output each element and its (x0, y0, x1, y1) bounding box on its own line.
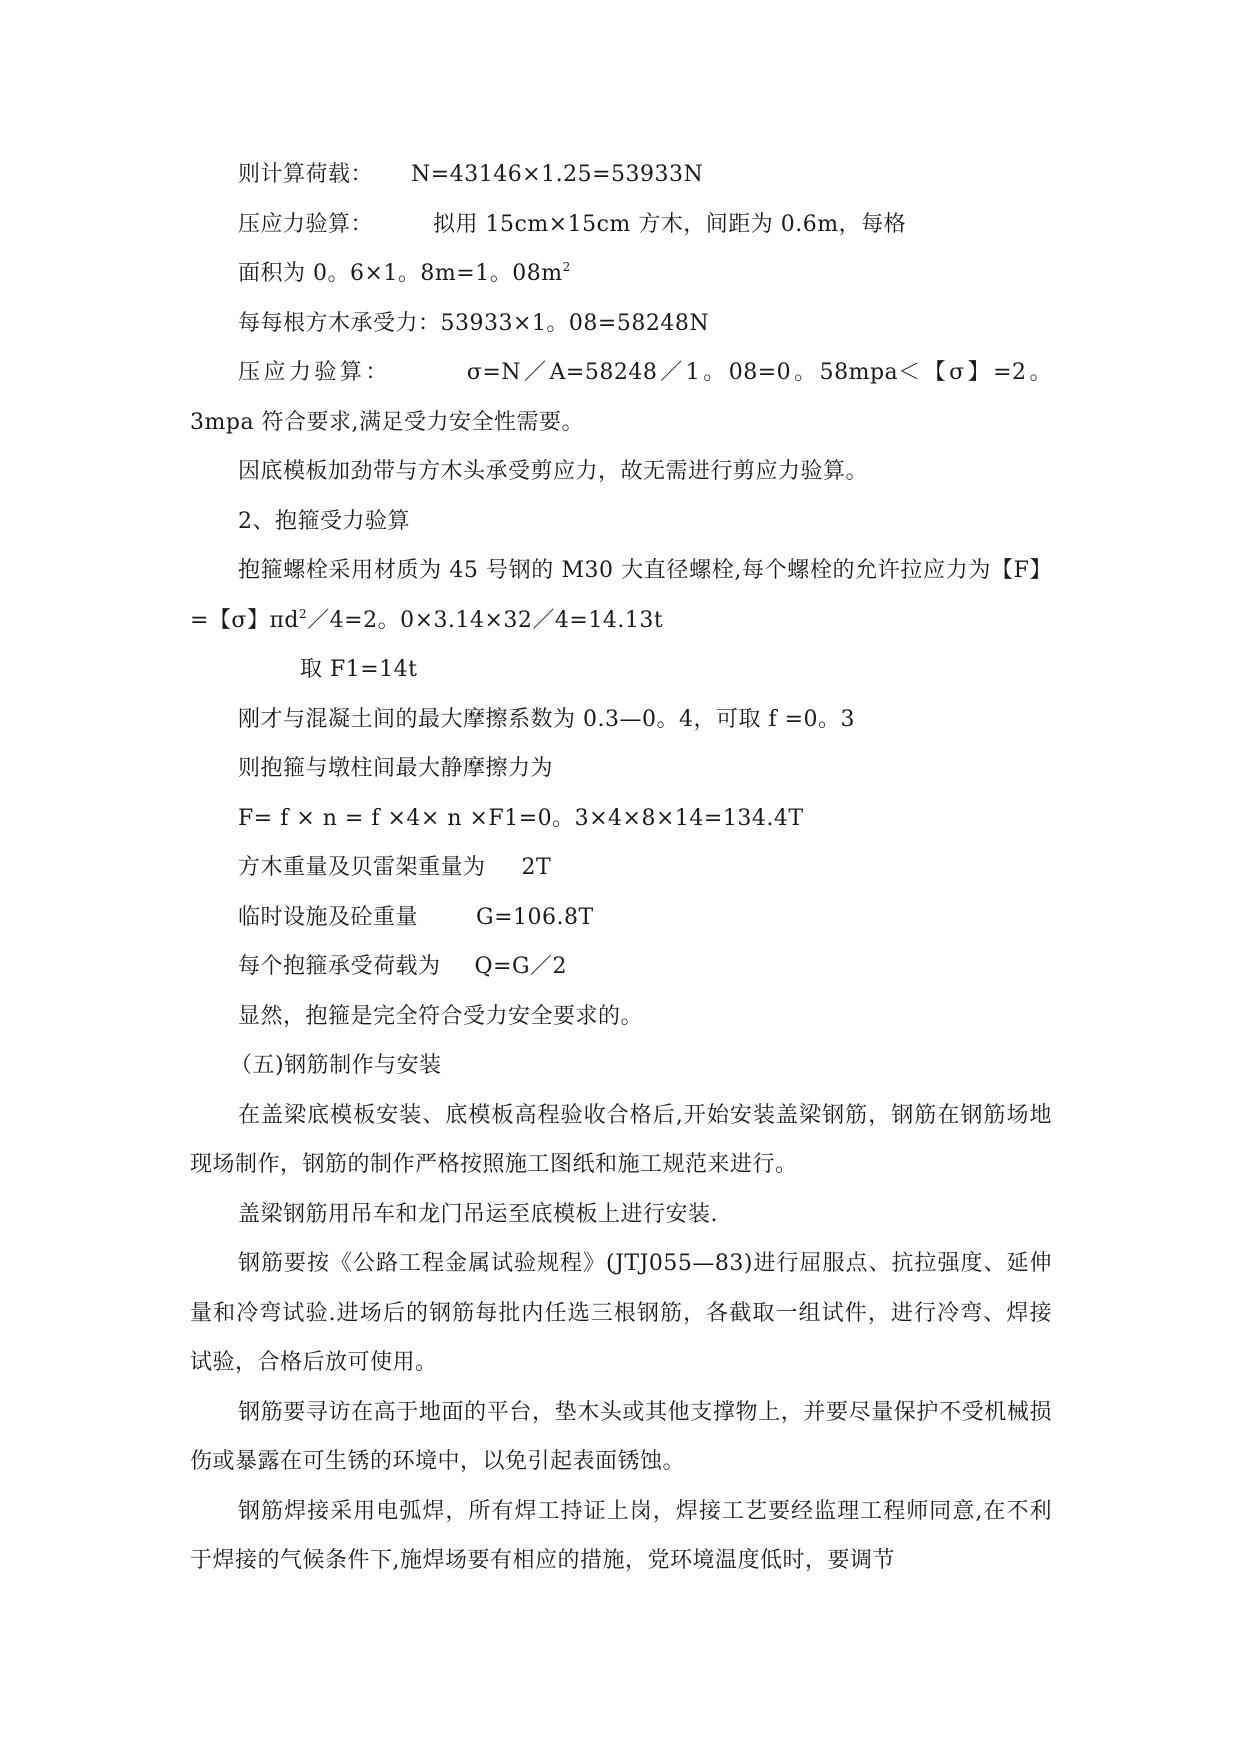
hoop-load-line (190, 942, 1052, 992)
load-label: 则计算荷载： (238, 162, 374, 187)
section-heading-rebar (190, 1041, 1052, 1091)
timber-weight-label: 方木重量及贝雷架重量为 (238, 855, 486, 880)
bolt-paragraph (190, 546, 1052, 645)
timber-weight-value: 2T (521, 855, 552, 880)
section-heading-hoop (190, 497, 1052, 547)
friction-formula-text: F= f × n = f ×4× n ×F1=0。3×4×8×14=134.4T (238, 805, 804, 831)
hoop-load-label: 每个抱箍承受荷载为 (238, 954, 441, 979)
friction-coef-line (190, 695, 1052, 745)
compressive-check-line (190, 200, 1052, 250)
timber-force-text: 每每根方木承受力：53933×1。08=58248N (238, 310, 710, 336)
rebar-test-text: 钢筋要按《公路工程金属试验规程》(JTJ055—83)进行屈服点、抗拉强度、延伸量和冷弯试验.进场后的钢筋每批内任选三根钢筋，各截取一组试件，进行冷弯、焊接试验，合格后放可使用。 (190, 1251, 1052, 1375)
rebar-storage-text: 钢筋要寻访在高于地面的平台，垫木头或其他支撑物上，并要尽量保护不受机械损伤或暴露在可生锈的环境中，以免引起表面锈蚀。 (190, 1399, 1052, 1474)
rebar-hoist-text: 盖梁钢筋用吊车和龙门吊运至底模板上进行安装. (238, 1201, 718, 1227)
temp-facility-value: G=106.8T (476, 904, 594, 930)
friction-coef-text: 刚才与混凝土间的最大摩擦系数为 0.3—0。4，可取 f =0。3 (238, 706, 856, 732)
rebar-test-paragraph (190, 1239, 1052, 1388)
stress-label: 压应力验算： (238, 360, 391, 385)
area-text: 面积为 0。6×1。8m=1。08m (238, 261, 563, 286)
load-value: N=43146×1.25=53933N (411, 162, 704, 187)
bolt-text-b: ／4=2。0×3.14×32／4=14.13t (307, 607, 664, 633)
area-superscript: 2 (562, 260, 571, 274)
conclusion-text: 显然，抱箍是完全符合受力安全要求的。 (238, 1003, 644, 1029)
rebar-install-text: 在盖梁底模板安装、底模板高程验收合格后,开始安装盖梁钢筋，钢筋在钢筋场地现场制作，钢筋的制作严格按照施工图纸和施工规范来进行。 (190, 1102, 1052, 1177)
rebar-heading-text: （五)钢筋制作与安装 (230, 1053, 442, 1078)
hoop-load-value: Q=G／2 (474, 954, 568, 979)
temp-facility-line (190, 893, 1052, 943)
shear-note-text: 因底模板加劲带与方木头承受剪应力，故无需进行剪应力验算。 (238, 459, 869, 484)
stress-check-paragraph (190, 348, 1052, 447)
rebar-welding-text: 钢筋焊接采用电弧焊，所有焊工持证上岗，焊接工艺要经监理工程师同意,在不利于焊接的气候条件下,施焊场要有相应的措施，党环境温度低时，要调节 (190, 1498, 1052, 1573)
area-line (190, 249, 1052, 299)
rebar-welding-paragraph (190, 1487, 1052, 1586)
f1-text: 取 F1=14t (300, 657, 418, 682)
timber-weight-line (190, 843, 1052, 893)
stress-value: σ=N／A=58248／1。08=0。58mpa＜【σ】=2。3mpa 符合要求,满足受力安全性需要。 (190, 360, 1052, 435)
shear-note-line (190, 447, 1052, 497)
rebar-install-paragraph (190, 1091, 1052, 1190)
hoop-heading-text: 2、抱箍受力验算 (238, 508, 410, 534)
rebar-storage-paragraph (190, 1388, 1052, 1487)
load-calculation-line (190, 150, 1052, 200)
timber-force-line (190, 299, 1052, 349)
max-friction-line (190, 744, 1052, 794)
bolt-text-a: 抱箍螺栓采用材质为 45 号钢的 M30 大直径螺栓,每个螺栓的允许拉应力为【F】=【σ】πd (190, 558, 1052, 633)
max-friction-text: 则抱箍与墩柱间最大静摩擦力为 (238, 756, 554, 781)
f1-line (190, 645, 1052, 695)
bolt-superscript: 2 (299, 606, 308, 621)
compressive-value: 拟用 15cm×15cm 方木，间距为 0.6m，每格 (433, 211, 907, 237)
conclusion-line (190, 992, 1052, 1042)
document-body (190, 150, 1052, 1586)
temp-facility-label: 临时设施及砼重量 (238, 904, 419, 930)
rebar-hoist-line (190, 1190, 1052, 1240)
friction-formula-line (190, 794, 1052, 844)
compressive-label: 压应力验算： (238, 211, 374, 237)
